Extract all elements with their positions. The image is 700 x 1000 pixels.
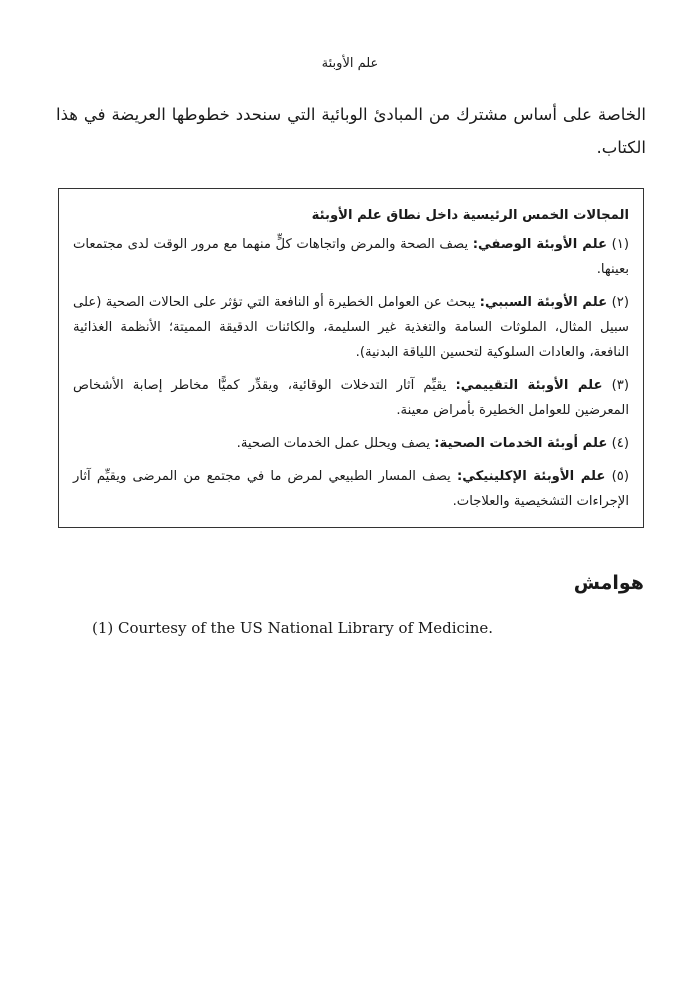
notes-heading: هوامش: [573, 572, 644, 594]
item-text: يبحث عن العوامل الخطيرة أو النافعة التي تؤثر على الحالات الصحية (على سبيل المثال، الملوثات السامة والتغذية غير السليمة، والكائنات الدقيقة المميتة؛ الأنظمة الغذائية النافعة، والعادات السلوكية لتحسين اللياقة البدنية).: [73, 295, 629, 360]
item-term: علم الأوبئة السببي:: [479, 295, 608, 310]
box-item-clinical: [73, 464, 629, 514]
box-item-causal: [73, 290, 629, 365]
item-term: علم الأوبئة التقييمي:: [455, 378, 603, 393]
item-number: (٢): [611, 295, 629, 310]
box-item-evaluative: [73, 373, 629, 423]
box-item-descriptive: [73, 232, 629, 282]
item-number: (٤): [611, 436, 629, 451]
box-item-health-services: [73, 431, 629, 456]
running-head: علم الأوبئة: [321, 56, 379, 71]
item-text: يصف المسار الطبيعي لمرض ما في مجتمع من المرضى ويقيِّم آثار الإجراءات التشخيصية والعلاجات.: [73, 469, 629, 509]
item-text: يقيِّم آثار التدخلات الوقائية، ويقدِّر كميًّا مخاطر إصابة الأشخاص المعرضين للعوامل الخطيرة بأمراض معينة.: [73, 378, 629, 418]
item-term: علم الأوبئة الوصفي:: [472, 237, 607, 252]
item-term: علم أوبئة الخدمات الصحية:: [434, 436, 608, 451]
item-term: علم الأوبئة الإكلينيكي:: [456, 469, 606, 484]
footnote: (1) Courtesy of the US National Library of Medicine.: [92, 619, 494, 637]
sidebar-box: [58, 188, 644, 528]
item-text: يصف ويحلل عمل الخدمات الصحية.: [236, 436, 431, 451]
item-number: (١): [611, 237, 629, 252]
item-number: (٣): [611, 378, 629, 393]
intro-paragraph: الخاصة على أساس مشترك من المبادئ الوبائية التي سنحدد خطوطها العريضة في هذا الكتاب.: [56, 105, 646, 157]
item-text: يصف الصحة والمرض واتجاهات كلٍّ منهما مع مرور الوقت لدى مجتمعات بعينها.: [73, 237, 629, 277]
box-title: المجالات الخمس الرئيسية داخل نطاق علم الأوبئة: [311, 208, 629, 223]
item-number: (٥): [611, 469, 629, 484]
